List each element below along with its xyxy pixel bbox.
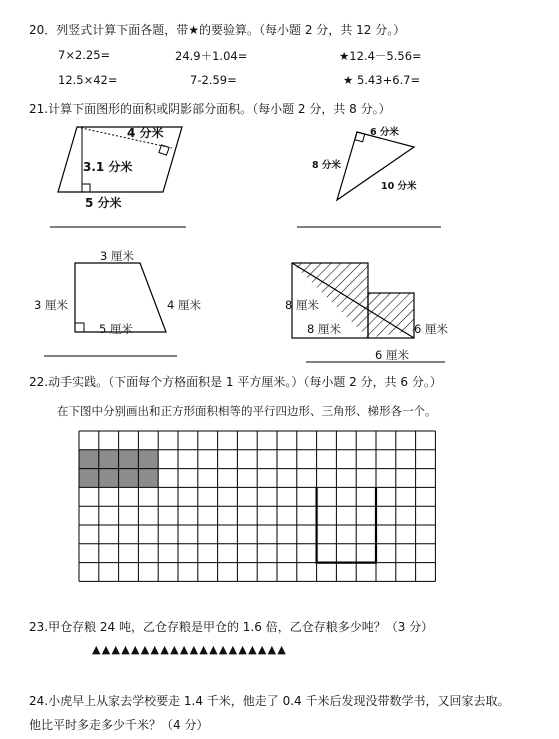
fig2-left-label: 8 分米 [312, 160, 341, 171]
fig3-right-label: 4 厘米 [167, 298, 201, 312]
q24-line-2: 他比平时多走多少千米？（4 分） [29, 718, 209, 732]
q20-item-1: 7×2.25= [58, 48, 111, 62]
fig3-bottom-label: 5 厘米 [99, 322, 133, 336]
q24-line-1: 24.小虎早上从家去学校要走 1.4 千米，他走了 0.4 千米后发现没带数学书，又回家去取。 [29, 694, 510, 708]
fig4-left-label: 8 厘米 [285, 298, 319, 312]
q21-title: 21.计算下面图形的面积或阴影部分面积。（每小题 2 分，共 8 分。） [29, 102, 391, 116]
fig4-right-label: 6 厘米 [414, 322, 448, 336]
q20-item-5: 7-2.59= [190, 73, 237, 87]
q20-title: 20．列竖式计算下面各题，带★的要验算。（每小题 2 分，共 12 分。） [29, 23, 406, 37]
answer-triangle-row: ▲▲▲▲▲▲▲▲▲▲▲▲▲▲▲▲▲▲▲▲ [92, 643, 288, 656]
q22-title: 22.动手实践。（下面每个方格面积是 1 平方厘米。）（每小题 2 分，共 6 分。） [29, 375, 442, 389]
q20-item-2: 24.9＋1.04= [175, 49, 248, 63]
fig3-top-label: 3 厘米 [100, 249, 134, 263]
fig2-right-label: 10 分米 [381, 181, 417, 192]
fig1-bottom-label: 5 分米 [85, 196, 122, 210]
fig4-inner-label: 8 厘米 [307, 322, 341, 336]
q20-item-4: 12.5×42= [58, 73, 118, 87]
square-grid [79, 431, 435, 581]
fig1-height-label: 3.1 分米 [83, 160, 133, 174]
fig4-bottom-label: 6 厘米 [375, 348, 409, 362]
fig1-top-label: 4 分米 [127, 126, 164, 140]
fig2-top-label: 6 分米 [370, 127, 399, 138]
q20-item-3: ★12.4－5.56= [339, 49, 422, 63]
q20-item-6: ★ 5.43+6.7= [343, 73, 421, 87]
q23-title: 23.甲仓存粮 24 吨，乙仓存粮是甲仓的 1.6 倍，乙仓存粮多少吨？（3 分） [29, 620, 434, 634]
fig3-left-label: 3 厘米 [34, 298, 68, 312]
q22-instruction: 在下图中分别画出和正方形面积相等的平行四边形、三角形、梯形各一个。 [57, 404, 437, 418]
